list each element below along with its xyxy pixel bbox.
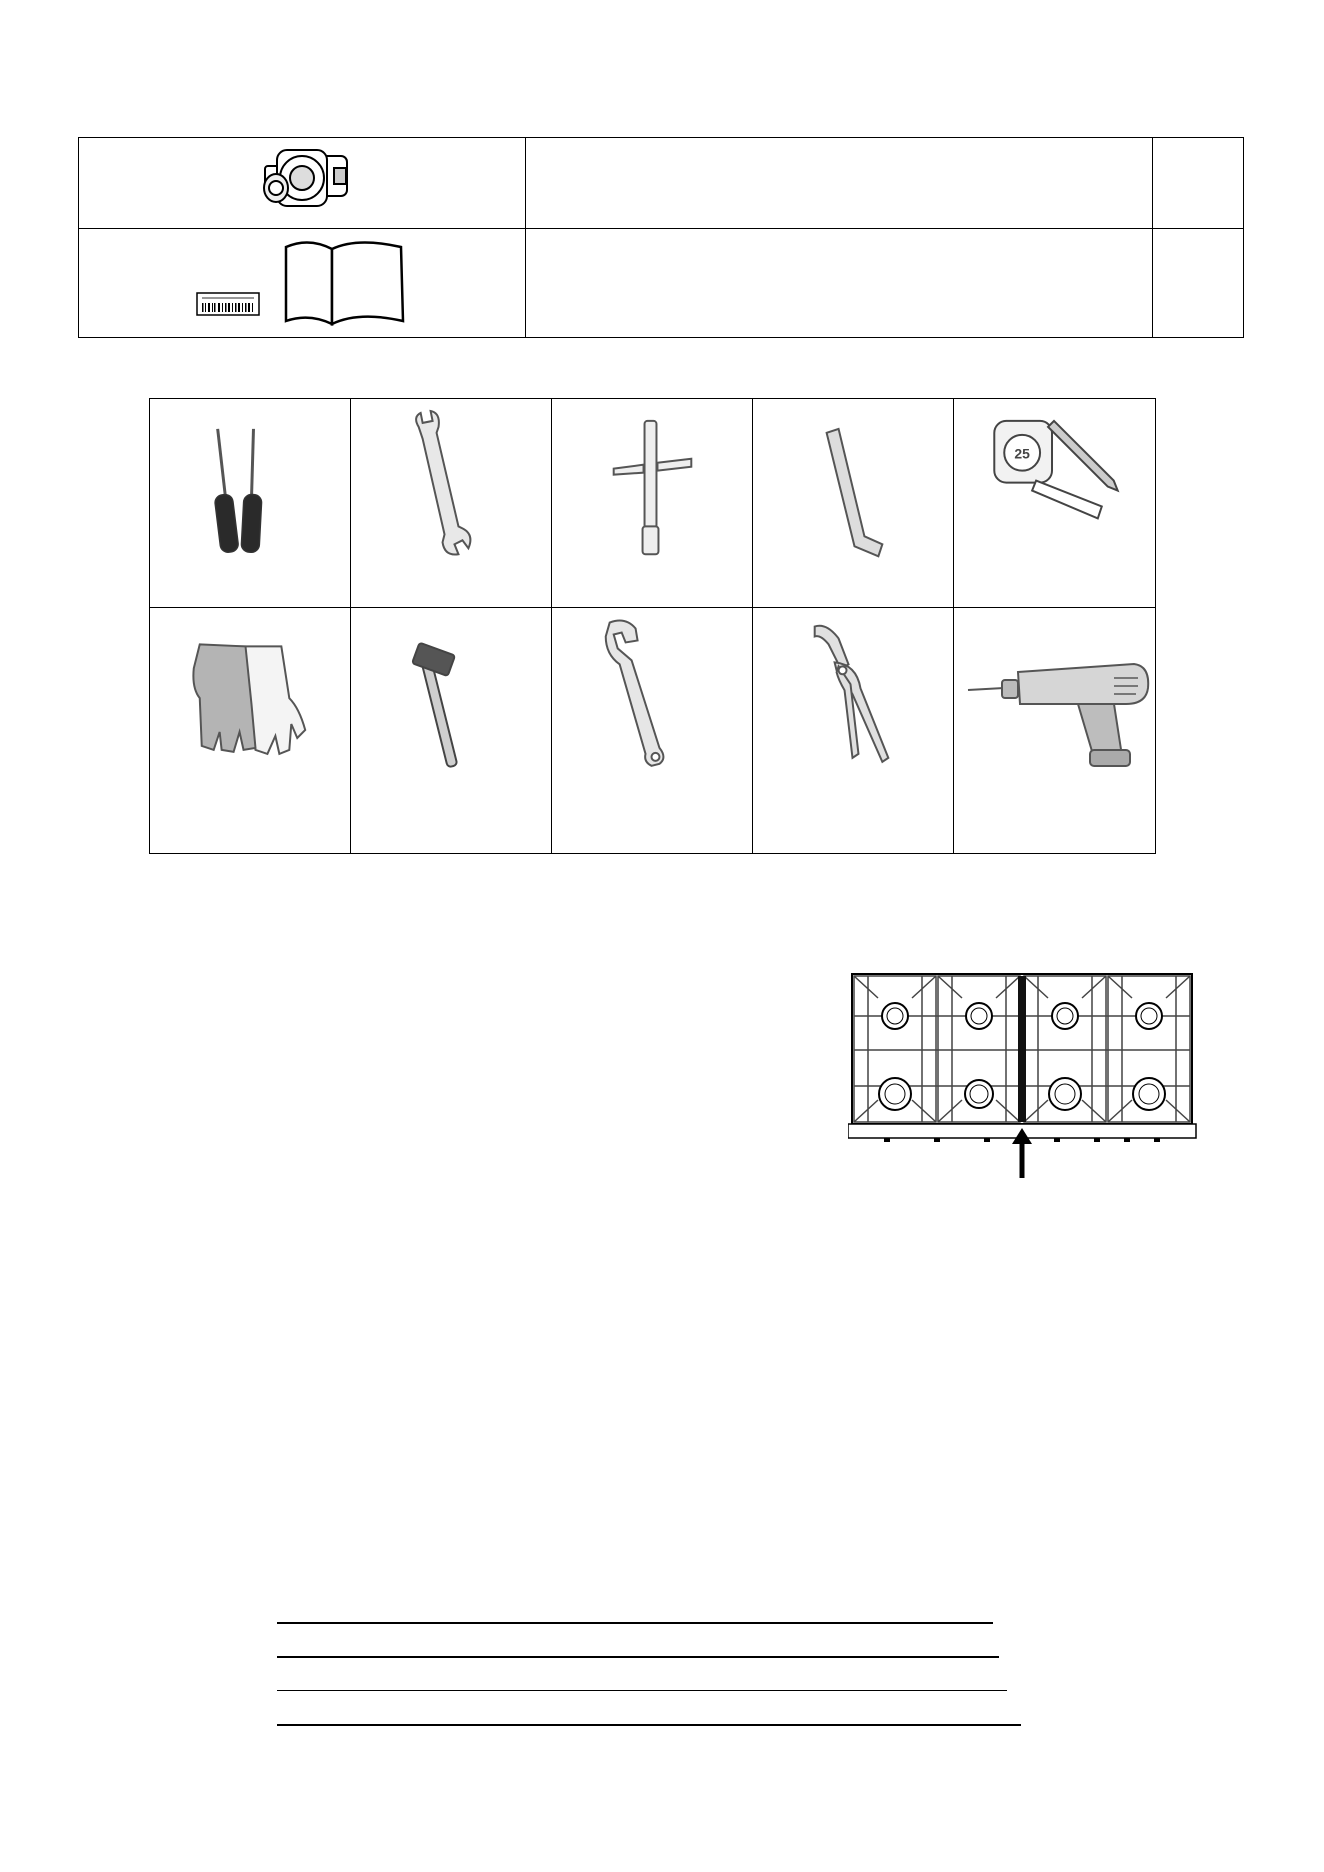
parts-row [79, 229, 1243, 337]
tool-cell [753, 399, 954, 608]
hex-key-icon [753, 399, 953, 607]
parts-image-cell [79, 229, 526, 337]
tool-cell [150, 608, 351, 853]
blank-line [277, 1690, 1007, 1691]
tool-cell [753, 608, 954, 853]
blank-line [277, 1724, 1021, 1726]
screwdrivers-icon [150, 399, 350, 607]
adjustable-wrench-icon [552, 608, 752, 853]
parts-quantity [1153, 138, 1243, 228]
parts-image-cell [79, 138, 526, 228]
open-end-wrench-icon [351, 399, 551, 607]
socket-wrench-icon [552, 399, 752, 607]
manual-and-serial-label-icon [79, 229, 526, 337]
tools-grid [149, 398, 1156, 854]
parts-description [526, 229, 1153, 337]
tool-cell [552, 399, 753, 608]
parts-row [79, 138, 1243, 229]
blank-line [277, 1656, 999, 1658]
parts-description [526, 138, 1153, 228]
work-gloves-icon [150, 608, 350, 853]
tool-cell [351, 608, 552, 853]
svg-text:25: 25 [1014, 445, 1030, 462]
blank-line [277, 1622, 993, 1624]
parts-quantity [1153, 229, 1243, 337]
pressure-regulator-icon [79, 138, 526, 229]
power-drill-icon [954, 608, 1155, 853]
pliers-icon [753, 608, 953, 853]
tool-cell [150, 399, 351, 608]
eight-burner-cooktop-icon [848, 968, 1198, 1178]
tool-cell [351, 399, 552, 608]
tool-cell [954, 399, 1155, 608]
parts-table [78, 137, 1244, 338]
tool-cell [954, 608, 1155, 853]
tool-cell [552, 608, 753, 853]
hammer-icon [351, 608, 551, 853]
tape-measure-and-pencil-icon [954, 399, 1155, 607]
